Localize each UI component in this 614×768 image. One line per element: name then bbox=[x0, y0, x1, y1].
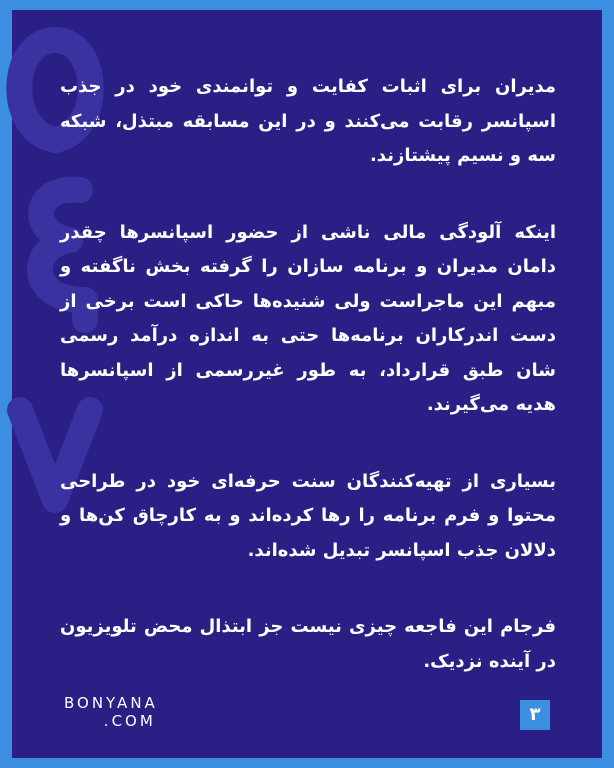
paragraph-4: فرجام این فاجعه چیزی نیست جز ابتذال محض تلویزیون در آینده نزدیک. bbox=[60, 616, 556, 672]
article-body bbox=[60, 70, 556, 721]
page-number-badge: ۳ bbox=[520, 700, 550, 730]
brand-logo bbox=[64, 694, 158, 730]
brand-line-1: BONYANA bbox=[64, 694, 158, 712]
brand-line-2: .COM bbox=[103, 712, 156, 730]
paragraph-3: بسیاری از تهیه‌کنندگان سنت حرفه‌ای خود در طراحی محتوا و فرم برنامه را رها کرده‌اند و به کارچاق کن‌ها و دلالان جذب اسپانسر تبدیل شده‌اند. bbox=[60, 470, 556, 561]
paragraph-1: مدیران برای اثبات کفایت و توانمندی خود در جذب اسپانسر رقابت می‌کنند و در این مسابقه مبتذل، شبکه سه و نسیم پیشتازند. bbox=[60, 76, 556, 166]
paragraph-2: اینکه آلودگی مالی ناشی از حضور اسپانسرها چقدر دامان مدیران و برنامه سازان را گرفته بخش ناگفته و مبهم این ماجراست ولی شنیده‌ها حاکی است برخی از دست اندرکاران برنامه‌ها حتی به اندازه درآمد رسمی شان طبق قرارداد، به طور غیررسمی از اسپانسرها هدیه می‌گیرند. bbox=[60, 221, 556, 415]
